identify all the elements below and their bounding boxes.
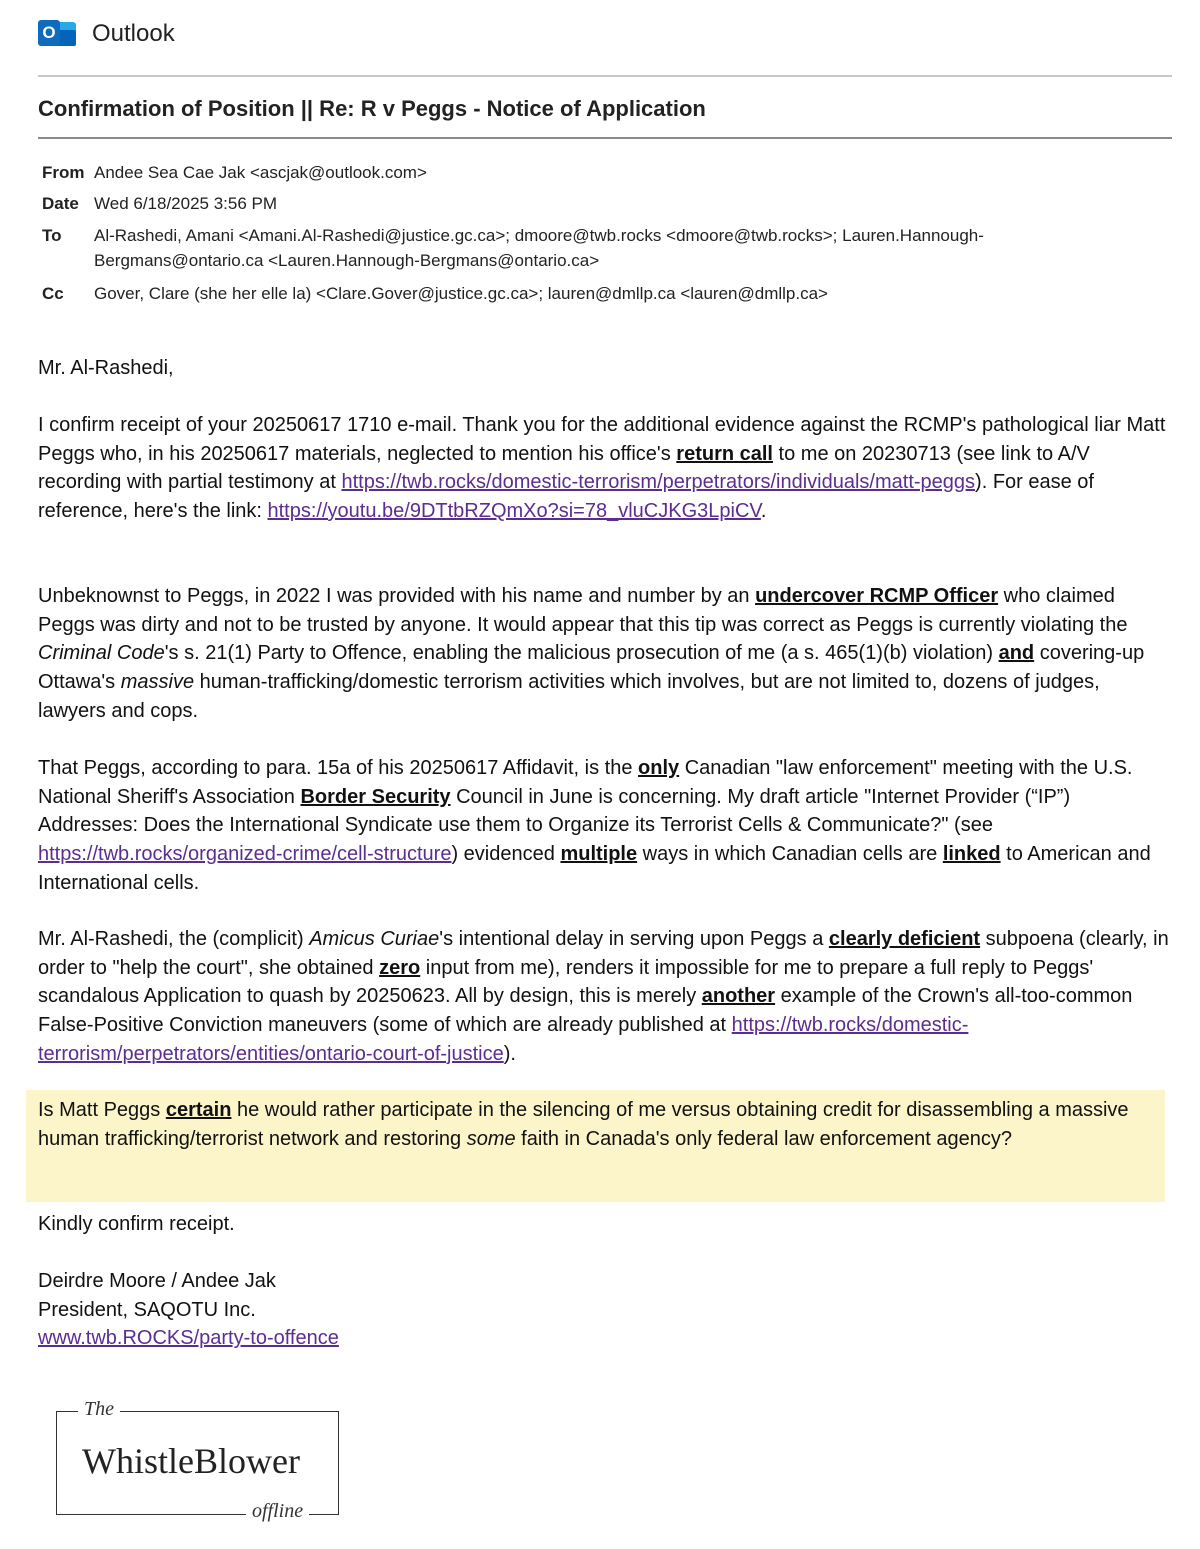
p5-text-2: he would rather participate in the silencing of me versus obtaining credit for disassembling a massive human trafficking/terrorist network and restoring — [38, 1099, 1129, 1150]
p3-bold-2: Border Security — [300, 785, 451, 808]
p3-link-cell-structure[interactable]: https://twb.rocks/organized-crime/cell-structure — [38, 843, 452, 866]
p1-bold-1: return call — [676, 442, 773, 465]
outlook-icon: O — [38, 18, 76, 50]
p1-link-matt-peggs[interactable]: https://twb.rocks/domestic-terrorism/perpetrators/individuals/matt-peggs — [341, 471, 976, 494]
p4-bold-1: clearly deficient — [828, 928, 981, 950]
p3-text-1: That Peggs, according to para. 15a of his 20250617 Affidavit, is the — [38, 757, 639, 779]
logo-the: The — [78, 1398, 120, 1421]
cc-label: Cc — [42, 284, 64, 303]
p4-link-ontario-court[interactable]: https://twb.rocks/domestic-terrorism/perpetrators/entities/ontario-court-of-justice — [38, 1014, 969, 1065]
header-divider — [38, 75, 1172, 77]
signature-link[interactable]: www.twb.ROCKS/party-to-offence — [38, 1327, 339, 1350]
p3-bold-3: multiple — [560, 843, 638, 866]
p2-text-5: human-trafficking/domestic terrorism activities which involves, but are not limited to, dozens of judges, lawyers and cops. — [38, 671, 1100, 722]
p1-text-1: I confirm receipt of your 20250617 1710 e-mail. Thank you for the additional evidence against the RCMP's pathological liar Matt Peggs who, in his 20250617 materials, neglected to mention his office's — [38, 414, 1166, 465]
p1-link-youtube[interactable]: https://youtu.be/9DTtbRZQmXo?si=78_vluCJKG3LpiCV — [267, 500, 761, 523]
p4-text-2: 's intentional delay in serving upon Peggs a — [439, 928, 829, 950]
greeting: Mr. Al-Rashedi, — [38, 357, 174, 379]
logo-title: WhistleBlower — [82, 1441, 300, 1481]
p2-bold-1: undercover RCMP Officer — [755, 585, 999, 607]
p3-bold-4: linked — [942, 843, 1001, 866]
from-value[interactable]: Andee Sea Cae Jak <ascjak@outlook.com> — [94, 163, 427, 182]
paragraph-5-highlighted — [38, 1096, 1173, 1153]
p4-text-6: ). — [503, 1042, 516, 1065]
p2-italic-2: massive — [120, 671, 195, 694]
signature-title: President, SAQOTU Inc. — [38, 1298, 256, 1321]
paragraph-2 — [38, 582, 1173, 726]
paragraph-1 — [38, 411, 1173, 526]
to-value[interactable] — [94, 223, 1154, 273]
paragraph-3 — [38, 754, 1173, 898]
p3-text-4: ) evidenced — [451, 843, 561, 866]
signature — [38, 1267, 1173, 1353]
to-line-2: Bergmans@ontario.ca <Lauren.Hannough-Bergmans@ontario.ca> — [94, 251, 600, 270]
paragraph-4 — [38, 925, 1173, 1069]
date-value: Wed 6/18/2025 3:56 PM — [94, 194, 278, 213]
p5-text-3: faith in Canada's only federal law enforcement agency? — [515, 1127, 1012, 1150]
p3-bold-1: only — [638, 757, 680, 779]
signature-name: Deirdre Moore / Andee Jak — [38, 1270, 276, 1292]
p1-text-2: to me on 20230713 (see link to A/V recording with partial testimony at — [38, 442, 1090, 494]
subject-divider — [38, 137, 1172, 139]
p4-italic-1: Amicus Curiae — [309, 928, 440, 950]
app-name: Outlook — [92, 20, 175, 47]
cc-value[interactable]: Gover, Clare (she her elle la) <Clare.Gover@justice.gc.ca>; lauren@dmllp.ca <lauren@dmllp.ca> — [94, 284, 828, 303]
p4-text-5: example of the Crown's all-too-common False-Positive Conviction maneuvers (some of which are already published at — [38, 985, 1133, 1037]
p2-text-2: who claimed Peggs was dirty and not to be trusted by anyone. It would appear that this tip was correct as Peggs is currently violating the — [38, 585, 1128, 636]
p3-text-2: Canadian "law enforcement" meeting with the U.S. National Sheriff's Association — [38, 757, 1133, 808]
app-header — [38, 16, 175, 52]
p2-bold-2: and — [998, 642, 1035, 665]
p4-bold-2: zero — [379, 956, 421, 979]
date-label: Date — [42, 194, 79, 213]
p4-bold-3: another — [701, 985, 776, 1008]
p2-text-1: Unbeknownst to Peggs, in 2022 I was provided with his name and number by an — [38, 585, 756, 607]
to-label: To — [42, 226, 62, 245]
p5-text-1: Is Matt Peggs — [38, 1099, 166, 1121]
p4-text-1: Mr. Al-Rashedi, the (complicit) — [38, 928, 310, 950]
p5-bold-1: certain — [165, 1099, 232, 1121]
p5-italic-1: some — [466, 1127, 516, 1150]
p2-text-4: covering-up Ottawa's — [38, 642, 1145, 694]
p3-text-5: ways in which Canadian cells are — [637, 843, 943, 866]
p1-text-3: ). For ease of reference, here's the link: — [38, 471, 1094, 523]
logo-offline: offline — [246, 1500, 309, 1523]
p3-text-6: to American and International cells. — [38, 843, 1151, 894]
closing: Kindly confirm receipt. — [38, 1213, 235, 1235]
p2-italic-1: Criminal Code — [38, 642, 165, 665]
p4-text-3: subpoena (clearly, in order to "help the court", she obtained — [38, 928, 1169, 979]
email-subject: Confirmation of Position || Re: R v Peggs - Notice of Application — [38, 96, 706, 121]
p4-text-4: input from me), renders it impossible for me to prepare a full reply to Peggs' scandalous Application to quash by 20250623. All by design, this is merely — [38, 956, 1094, 1008]
to-line-1: Al-Rashedi, Amani <Amani.Al-Rashedi@justice.gc.ca>; dmoore@twb.rocks <dmoore@twb.rocks>; Lauren.Hannough- — [94, 226, 984, 245]
p2-text-3: 's s. 21(1) Party to Offence, enabling the malicious prosecution of me (a s. 465(1)(b) violation) — [164, 642, 999, 665]
p1-text-4: . — [760, 500, 767, 523]
from-label: From — [42, 163, 85, 182]
p3-text-3: Council in June is concerning. My draft article "Internet Provider (“IP”) Addresses: Does the International Syndicate use them to Organize its Terrorist Cells & Communicate?" (see — [38, 785, 1071, 837]
